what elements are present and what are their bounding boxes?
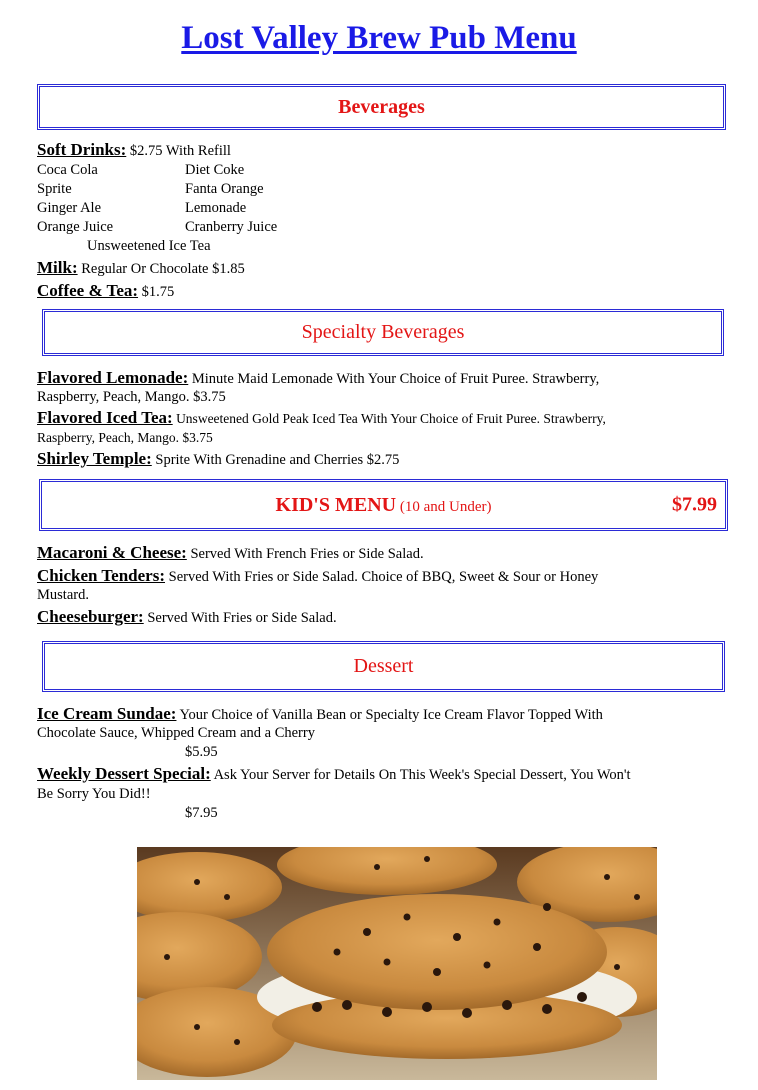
milk-label: Milk:	[37, 258, 78, 277]
shirley-text: Sprite With Grenadine and Cherries $2.75	[151, 452, 400, 468]
weekly-price: $7.95	[185, 805, 218, 821]
soft-drink-item: Unsweetened Ice Tea	[87, 238, 211, 254]
beverages-heading: Beverages	[338, 95, 425, 118]
tenders-label: Chicken Tenders:	[37, 566, 165, 585]
weekly-text-cont: Be Sorry You Did!!	[37, 786, 151, 802]
milk-line	[37, 258, 245, 278]
kids-heading-text: KID'S MENU	[275, 493, 397, 516]
mac-text: Served With French Fries or Side Salad.	[186, 546, 424, 562]
dessert-header-box	[42, 641, 725, 692]
soft-drink-item: Coca Cola	[37, 162, 98, 178]
coffee-line	[37, 281, 174, 301]
sundae-text-cont: Chocolate Sauce, Whipped Cream and a Cherry	[37, 725, 315, 741]
kids-header-box	[39, 479, 728, 531]
soft-drinks-label: Soft Drinks:	[37, 140, 127, 159]
weekly-text: Ask Your Server for Details On This Week's Special Dessert, You Won't	[210, 767, 631, 783]
tenders-text: Served With Fries or Side Salad. Choice of BBQ, Sweet & Sour or Honey	[165, 569, 599, 585]
soft-drink-item: Diet Coke	[185, 162, 245, 178]
kids-heading	[276, 494, 492, 517]
sundae-text: Your Choice of Vanilla Bean or Specialty Ice Cream Flavor Topped With	[176, 707, 603, 723]
soft-drink-item: Cranberry Juice	[185, 219, 278, 235]
lemonade-label: Flavored Lemonade:	[37, 368, 189, 387]
beverages-header-box	[37, 84, 726, 130]
soft-drink-item: Orange Juice	[37, 219, 114, 235]
iced-tea-label: Flavored Iced Tea:	[37, 408, 173, 427]
kids-subheading: (10 and Under)	[396, 498, 492, 515]
cheeseburger-line	[37, 607, 337, 627]
tenders-text-cont: Mustard.	[37, 587, 89, 603]
kids-price: $7.99	[672, 493, 717, 516]
weekly-label: Weekly Dessert Special:	[37, 764, 211, 783]
soft-drinks-line	[37, 140, 231, 160]
page-title: Lost Valley Brew Pub Menu	[181, 20, 577, 56]
coffee-label: Coffee & Tea:	[37, 281, 139, 300]
soft-drink-item: Sprite	[37, 181, 72, 197]
shirley-line	[37, 449, 399, 469]
soft-drinks-text: $2.75 With Refill	[126, 143, 231, 159]
mac-line	[37, 543, 424, 563]
soft-drink-item: Lemonade	[185, 200, 247, 216]
cookie-sandwich-photo	[137, 847, 657, 1080]
shirley-label: Shirley Temple:	[37, 449, 152, 468]
specialty-heading: Specialty Beverages	[301, 321, 465, 343]
sundae-label: Ice Cream Sundae:	[37, 704, 177, 723]
sundae-price: $5.95	[185, 744, 218, 760]
sundae-line	[37, 704, 603, 724]
lemonade-line	[37, 368, 599, 388]
specialty-header-box	[42, 309, 724, 356]
milk-text: Regular Or Chocolate $1.85	[77, 261, 245, 277]
cheeseburger-label: Cheeseburger:	[37, 607, 144, 626]
iced-tea-line	[37, 408, 606, 428]
weekly-line	[37, 764, 631, 784]
lemonade-text-cont: Raspberry, Peach, Mango. $3.75	[37, 389, 226, 405]
dessert-heading: Dessert	[353, 655, 414, 677]
mac-label: Macaroni & Cheese:	[37, 543, 187, 562]
tenders-line	[37, 566, 598, 586]
cheeseburger-text: Served With Fries or Side Salad.	[143, 610, 337, 626]
soft-drink-item: Fanta Orange	[185, 181, 264, 197]
soft-drink-item: Ginger Ale	[37, 200, 102, 216]
iced-tea-text: Unsweetened Gold Peak Iced Tea With Your Choice of Fruit Puree. Strawberry,	[172, 411, 606, 426]
iced-tea-text-cont: Raspberry, Peach, Mango. $3.75	[37, 430, 213, 445]
coffee-text: $1.75	[138, 284, 175, 300]
lemonade-text: Minute Maid Lemonade With Your Choice of Fruit Puree. Strawberry,	[188, 371, 600, 387]
